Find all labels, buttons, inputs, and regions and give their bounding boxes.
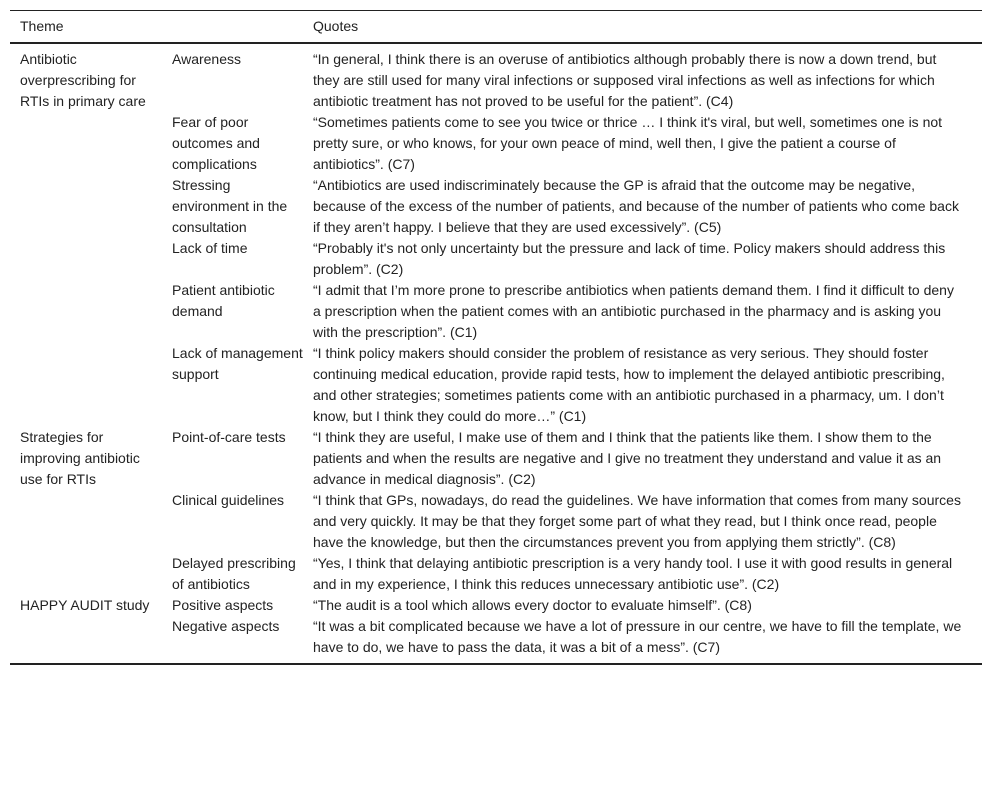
subtheme-cell: Clinical guidelines [172,492,285,508]
quote-cell: “Sometimes patients come to see you twice or thrice … I think it's viral, but well, sometimes one is not pretty sure, or who knows, for your own peace of mind, well then, I give the patient a course of antibiotics”. (C7) [313,114,943,172]
quote-cell: “The audit is a tool which allows every doctor to evaluate himself”. (C8) [313,597,752,613]
header-quotes: Quotes [313,18,359,34]
theme-cell [10,280,162,343]
table-row [10,553,982,595]
header-subtheme [162,11,303,44]
theme-cell: Strategies for improving antibiotic use for RTIs [20,429,140,487]
table-row [10,238,982,280]
theme-cell [10,553,162,595]
quote-cell: “I admit that I’m more prone to prescribe antibiotics when patients demand them. I find it difficult to deny a prescription when the patient comes with an antibiotic purchased in the pharmacy and is asking you with the prescription”. (C1) [313,282,954,340]
quote-cell: “In general, I think there is an overuse of antibiotics although probably there is now a down trend, but they are still used for many viral infections or supposed viral infections as well as infections for which antibiotic treatment has not proved to be useful for the patient”. (C4) [313,51,937,109]
subtheme-cell: Negative aspects [172,618,280,634]
table-header-row [10,11,982,44]
theme-cell [10,238,162,280]
theme-cell [10,175,162,238]
table-row [10,112,982,175]
quotes-table [10,10,982,665]
table-row [10,280,982,343]
table-row [10,595,982,616]
theme-cell [10,112,162,175]
theme-cell [10,616,162,664]
theme-cell [10,490,162,553]
header-theme: Theme [20,18,64,34]
table-row [10,490,982,553]
subtheme-cell: Delayed prescribing of antibiotics [172,555,296,592]
subtheme-cell: Positive aspects [172,597,274,613]
subtheme-cell: Point-of-care tests [172,429,286,445]
quote-cell: “I think they are useful, I make use of them and I think that the patients like them. I show them to the patients and when the results are negative and I give no treatment they understand and value it as an advance in medical diagnosis”. (C2) [313,429,942,487]
table-row [10,343,982,427]
theme-cell: HAPPY AUDIT study [20,597,150,613]
subtheme-cell: Awareness [172,51,242,67]
subtheme-cell: Stressing environment in the consultation [172,177,288,235]
quote-cell: “Antibiotics are used indiscriminately because the GP is afraid that the outcome may be negative, because of the excess of the number of patients, and because of the number of patients who come back if they aren’t happy. I believe that they are used excessively”. (C5) [313,177,959,235]
table-row [10,175,982,238]
quote-cell: “Yes, I think that delaying antibiotic prescription is a very handy tool. I use it with good results in general and in my experience, I think this reduces unnecessary antibiotic use”. (C2) [313,555,953,592]
table-row [10,43,982,112]
subtheme-cell: Fear of poor outcomes and complications [172,114,260,172]
table-row [10,616,982,664]
table-body [10,43,982,664]
table-row [10,427,982,490]
quote-cell: “It was a bit complicated because we have a lot of pressure in our centre, we have to fill the template, we have to do, we have to pass the data, it was a bit of a mess”. (C7) [313,618,962,655]
subtheme-cell: Lack of management support [172,345,303,382]
theme-cell: Antibiotic overprescribing for RTIs in primary care [20,51,146,109]
theme-cell [10,343,162,427]
subtheme-cell: Lack of time [172,240,248,256]
quote-cell: “I think that GPs, nowadays, do read the guidelines. We have information that comes from many sources and very quickly. It may be that they forget some part of what they read, but I think once read, people have the knowledge, but then the circumstances prevent you from applying them strictly”. (C8) [313,492,961,550]
quote-cell: “I think policy makers should consider the problem of resistance as very serious. They should foster continuing medical education, provide rapid tests, how to implement the delayed antibiotic prescribing, and other strategies; sometimes patients come with an antibiotic purchased in a pharmacy, um. I don’t know, but I think they could do more…” (C1) [313,345,945,424]
quote-cell: “Probably it's not only uncertainty but the pressure and lack of time. Policy makers should address this problem”. (C2) [313,240,946,277]
subtheme-cell: Patient antibiotic demand [172,282,275,319]
